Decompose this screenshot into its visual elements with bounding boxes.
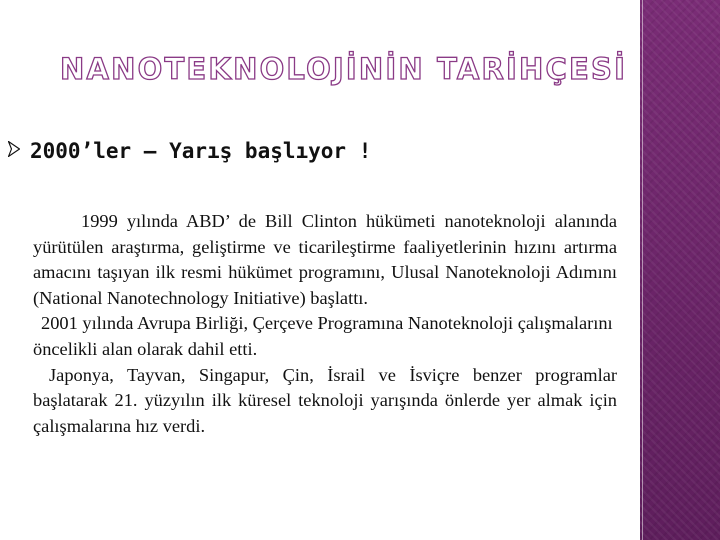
paragraph-asia: Japonya, Tayvan, Singapur, Çin, İsrail ve İsviçre benzer programlar başlatarak 21. yüzyılın ilk küresel teknoloji yarışında önlerde yer almak için çalışmalarına hız verdi. [33, 364, 617, 436]
decorative-side-band [640, 0, 720, 540]
paragraph-usa: 1999 yılında ABD’ de Bill Clinton hükümeti nanoteknoloji alanında yürütülen araştırma, geliştirme ve ticarileştirme faaliyetlerinin hızını artırma amacını taşıyan ilk resmi hükümet programını, Ulusal Nanoteknoloji Adımını (National Nanotechnology Initiative) başlattı. [33, 211, 617, 308]
paragraph-eu: 2001 yılında Avrupa Birliği, Çerçeve Programına Nanoteknoloji çalışmalarını öncelikli alan olarak dahil etti. [33, 313, 613, 359]
arrow-bullet-icon [8, 141, 20, 157]
body-text [33, 209, 617, 439]
slide-title: NANOTEKNOLOJİNİN TARİHÇESİ [60, 52, 628, 86]
bullet-item [8, 134, 628, 168]
bullet-text: 2000’ler – Yarış başlıyor ! [30, 139, 372, 163]
